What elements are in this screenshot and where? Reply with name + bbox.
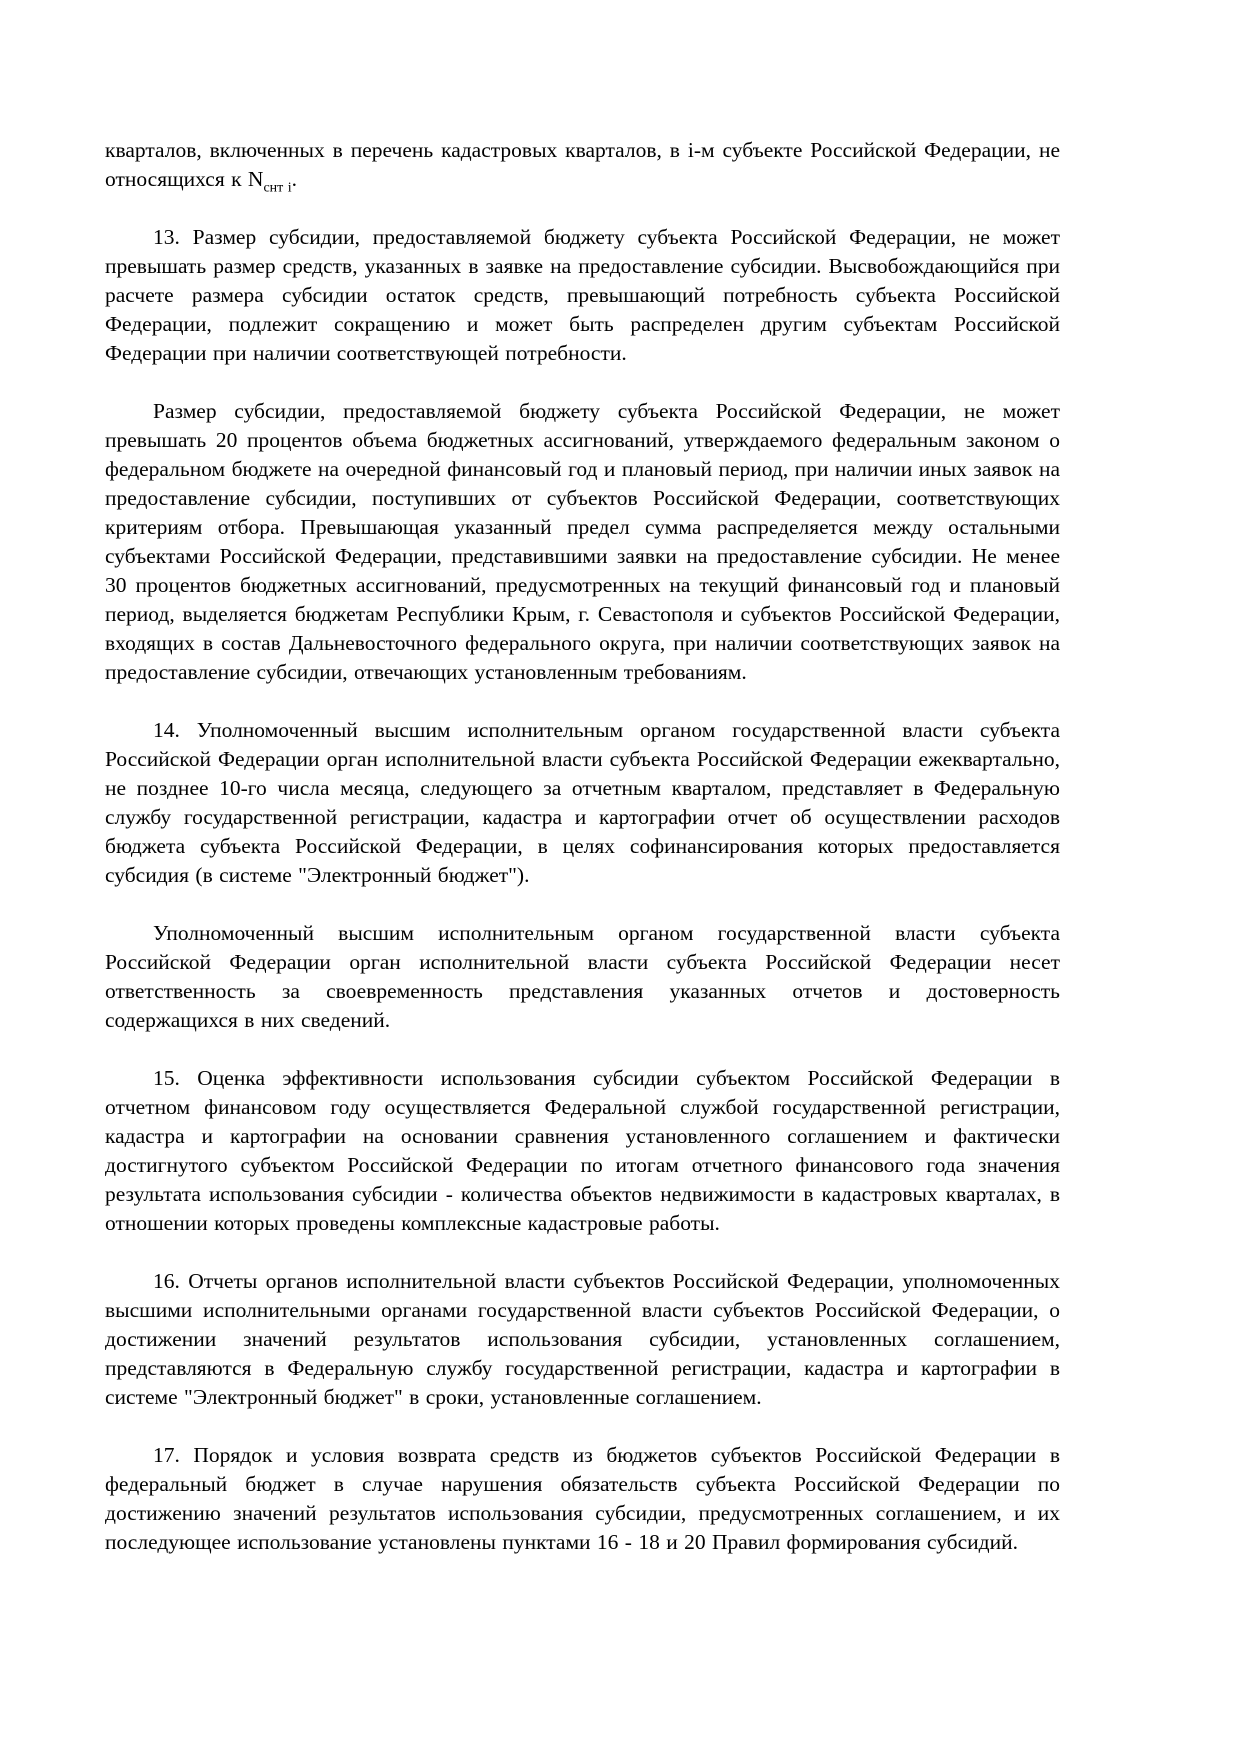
paragraph xyxy=(105,1441,1060,1557)
text-run: 16. Отчеты органов исполнительной власти субъектов Российской Федерации, уполномоченных высшими исполнительными органами государственной власти субъектов Российской Федерации, о достижении значений результатов использования субсидии, установленных соглашением, представляются в Федеральную службу государственной регистрации, кадастра и картографии в системе "Электронный бюджет" в сроки, установленные соглашением. xyxy=(105,1269,1060,1409)
text-run: . xyxy=(291,167,298,191)
paragraph xyxy=(105,223,1060,368)
paragraph xyxy=(105,1064,1060,1238)
text-run: 15. Оценка эффективности использования субсидии субъектом Российской Федерации в отчетном финансовом году осуществляется Федеральной службой государственной регистрации, кадастра и картографии на основании сравнения установленного соглашением и фактически достигнутого субъектом Российской Федерации по итогам отчетного финансового года значения результата использования субсидии - количества объектов недвижимости в кадастровых кварталах, в отношении которых проведены комплексные кадастровые работы. xyxy=(105,1066,1060,1235)
document-body xyxy=(105,136,1060,1557)
paragraph xyxy=(105,1267,1060,1412)
subscript: снт i xyxy=(263,180,292,196)
paragraph xyxy=(105,397,1060,687)
paragraph xyxy=(105,136,1060,194)
text-run: 17. Порядок и условия возврата средств из бюджетов субъектов Российской Федерации в федеральный бюджет в случае нарушения обязательств субъекта Российской Федерации по достижению значений результатов использования субсидии, предусмотренных соглашением, и их последующее использование установлены пунктами 16 - 18 и 20 Правил формирования субсидий. xyxy=(105,1443,1060,1554)
text-run: Размер субсидии, предоставляемой бюджету субъекта Российской Федерации, не может превышать 20 процентов объема бюджетных ассигнований, утверждаемого федеральным законом о федеральном бюджете на очередной финансовый год и плановый период, при наличии иных заявок на предоставление субсидии, поступивших от субъектов Российской Федерации, соответствующих критериям отбора. Превышающая указанный предел сумма распределяется между остальными субъектами Российской Федерации, представившими заявки на предоставление субсидии. Не менее 30 процентов бюджетных ассигнований, предусмотренных на текущий финансовый год и плановый период, выделяется бюджетам Республики Крым, г. Севастополя и субъектов Российской Федерации, входящих в состав Дальневосточного федерального округа, при наличии соответствующих заявок на предоставление субсидии, отвечающих установленным требованиям. xyxy=(105,399,1060,684)
paragraph xyxy=(105,716,1060,890)
text-run: 14. Уполномоченный высшим исполнительным органом государственной власти субъекта Российской Федерации орган исполнительной власти субъекта Российской Федерации ежеквартально, не позднее 10-го числа месяца, следующего за отчетным кварталом, представляет в Федеральную службу государственной регистрации, кадастра и картографии отчет об осуществлении расходов бюджета субъекта Российской Федерации, в целях софинансирования которых предоставляется субсидия (в системе "Электронный бюджет"). xyxy=(105,718,1060,887)
text-run: кварталов, включенных в перечень кадастровых кварталов, в i-м субъекте Российской Федерации, не относящихся к N xyxy=(105,138,1060,191)
paragraph xyxy=(105,919,1060,1035)
text-run: 13. Размер субсидии, предоставляемой бюджету субъекта Российской Федерации, не может превышать размер средств, указанных в заявке на предоставление субсидии. Высвобождающийся при расчете размера субсидии остаток средств, превышающий потребность субъекта Российской Федерации, подлежит сокращению и может быть распределен другим субъектам Российской Федерации при наличии соответствующей потребности. xyxy=(105,225,1060,365)
text-run: Уполномоченный высшим исполнительным органом государственной власти субъекта Российской Федерации орган исполнительной власти субъекта Российской Федерации несет ответственность за своевременность представления указанных отчетов и достоверность содержащихся в них сведений. xyxy=(105,921,1060,1032)
